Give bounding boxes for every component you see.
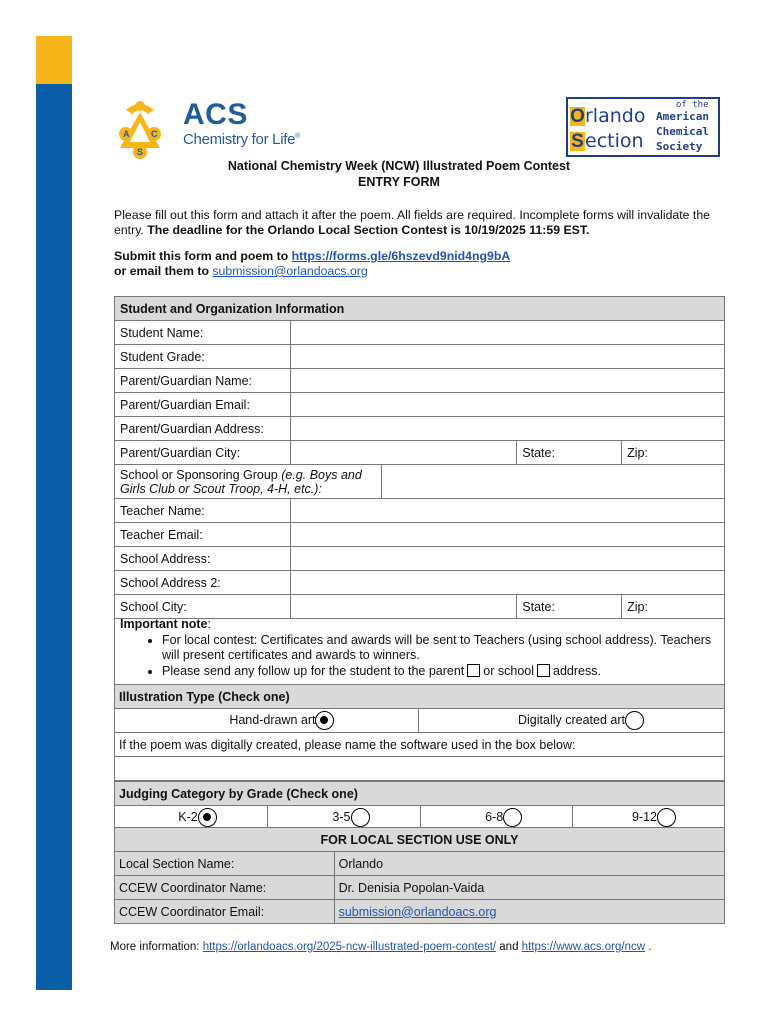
judging-header: Judging Category by Grade (Check one) <box>115 782 725 806</box>
software-field[interactable] <box>115 757 725 781</box>
accent-stripe-blue <box>36 84 72 990</box>
school-state-label: State: <box>522 599 555 614</box>
coordinator-email-label: CCEW Coordinator Email: <box>115 900 335 924</box>
student-name-label: Student Name: <box>115 321 291 345</box>
guardian-zip-label: Zip: <box>627 445 648 460</box>
student-info-header: Student and Organization Information <box>115 297 725 321</box>
acs-tagline: Chemistry for Life® <box>183 131 300 148</box>
school-state-field[interactable] <box>517 595 622 619</box>
guardian-name-label: Parent/Guardian Name: <box>115 369 291 393</box>
school-address2-label: School Address 2: <box>115 571 291 595</box>
student-grade-field[interactable] <box>290 345 724 369</box>
important-note: Important note: • For local contest: Certificates and awards will be sent to Teachers (using school address). Teachers will present certificates and awards to winners. • Please send any follow up for the student to the parent or school address. <box>114 616 725 685</box>
footer-info: More information: https://orlandoacs.org/2025-ncw-illustrated-poem-contest/ and https://www.acs.org/ncw . <box>110 941 652 953</box>
teacher-name-field[interactable] <box>290 499 724 523</box>
school-address-label: School Address: <box>115 547 291 571</box>
guardian-state-label: State: <box>522 445 555 460</box>
student-name-field[interactable] <box>290 321 724 345</box>
hand-drawn-option[interactable]: Hand-drawn art <box>115 709 419 733</box>
school-zip-label: Zip: <box>627 599 648 614</box>
acs-icon-letter-a: A <box>123 129 130 139</box>
coordinator-email-cell <box>334 900 724 924</box>
school-group-label: School or Sponsoring Group (e.g. Boys and Girls Club or Scout Troop, 4-H, etc.): <box>115 465 382 499</box>
note-bullet-1: • For local contest: Certificates and awards will be sent to Teachers (using school address). Teachers will present certificates and awards to winners. <box>162 633 719 664</box>
acs-ncw-link[interactable]: https://www.acs.org/ncw <box>521 941 646 953</box>
school-city-field[interactable] <box>290 595 516 619</box>
accent-stripe-yellow <box>36 36 72 84</box>
digital-option[interactable]: Digitally created art <box>419 709 725 733</box>
form-link[interactable]: https://forms.gle/6hszevd9nid4ng9bA <box>291 249 511 263</box>
orlando-section-logo <box>566 97 720 157</box>
orlando-initial: O <box>570 106 585 127</box>
email-line: or email them to submission@orlandoacs.org <box>114 264 368 278</box>
grade-6-8-radio[interactable] <box>503 808 522 827</box>
note-bullet-2: • Please send any follow up for the student to the parent or school address. <box>162 664 719 680</box>
software-prompt: If the poem was digitally created, please name the software used in the box below: <box>115 733 725 757</box>
guardian-zip-field[interactable] <box>622 441 725 465</box>
grade-9-12-option[interactable]: 9-12 <box>573 806 725 830</box>
digital-radio[interactable] <box>625 711 644 730</box>
student-info-table <box>114 296 725 619</box>
grade-3-5-radio[interactable] <box>351 808 370 827</box>
school-address2-field[interactable] <box>290 571 724 595</box>
guardian-city-label: Parent/Guardian City: <box>115 441 291 465</box>
grade-k2-radio[interactable] <box>198 808 217 827</box>
judging-table <box>114 781 725 830</box>
contest-info-link[interactable]: https://orlandoacs.org/2025-ncw-illustrated-poem-contest/ <box>202 941 497 953</box>
intro-paragraph: Please fill out this form and attach it after the poem. All fields are required. Incomplete forms will invalidate the entry. The deadline for the Orlando Local Section Contest is 10/19/2025 11:59 EST. <box>114 208 711 237</box>
school-checkbox[interactable] <box>537 664 550 677</box>
illustration-header: Illustration Type (Check one) <box>115 685 725 709</box>
guardian-state-field[interactable] <box>517 441 622 465</box>
orlando-chemical: Chemical <box>656 125 709 138</box>
section-word: ection <box>585 130 644 152</box>
guardian-name-field[interactable] <box>290 369 724 393</box>
acs-icon-letter-c: C <box>151 129 158 139</box>
submission-email-link[interactable]: submission@orlandoacs.org <box>212 264 368 278</box>
orlando-word: rlando <box>585 105 646 127</box>
acs-name: ACS <box>183 98 248 131</box>
guardian-email-field[interactable] <box>290 393 724 417</box>
acs-icon-letter-s: S <box>137 147 144 157</box>
student-grade-label: Student Grade: <box>115 345 291 369</box>
guardian-email-label: Parent/Guardian Email: <box>115 393 291 417</box>
grade-9-12-radio[interactable] <box>657 808 676 827</box>
orlando-of-the: of the <box>676 100 709 110</box>
orlando-society: Society <box>656 140 703 153</box>
page-title: National Chemistry Week (NCW) Illustrated Poem Contest <box>227 159 571 173</box>
school-city-label: School City: <box>115 595 291 619</box>
local-section-name-label: Local Section Name: <box>115 852 335 876</box>
grade-6-8-option[interactable]: 6-8 <box>420 806 573 830</box>
page-subtitle: ENTRY FORM <box>358 175 440 189</box>
school-group-field[interactable] <box>381 465 724 499</box>
local-section-header: FOR LOCAL SECTION USE ONLY <box>115 828 725 852</box>
grade-k2-option[interactable]: K-2 <box>115 806 268 830</box>
teacher-email-label: Teacher Email: <box>115 523 291 547</box>
guardian-city-field[interactable] <box>290 441 516 465</box>
parent-checkbox[interactable] <box>467 664 480 677</box>
teacher-name-label: Teacher Name: <box>115 499 291 523</box>
guardian-address-field[interactable] <box>290 417 724 441</box>
orlando-american: American <box>656 110 709 123</box>
submit-line: Submit this form and poem to https://forms.gle/6hszevd9nid4ng9bA <box>114 249 511 263</box>
coordinator-name-value: Dr. Denisia Popolan-Vaida <box>334 876 724 900</box>
teacher-email-field[interactable] <box>290 523 724 547</box>
illustration-table <box>114 684 725 781</box>
school-address-field[interactable] <box>290 547 724 571</box>
grade-3-5-option[interactable]: 3-5 <box>267 806 420 830</box>
school-zip-field[interactable] <box>622 595 725 619</box>
hand-drawn-radio[interactable] <box>315 711 334 730</box>
section-initial: S <box>571 131 584 152</box>
local-section-table <box>114 827 725 924</box>
coordinator-name-label: CCEW Coordinator Name: <box>115 876 335 900</box>
local-section-name-value: Orlando <box>334 852 724 876</box>
guardian-address-label: Parent/Guardian Address: <box>115 417 291 441</box>
coordinator-email-link[interactable]: submission@orlandoacs.org <box>338 904 497 919</box>
